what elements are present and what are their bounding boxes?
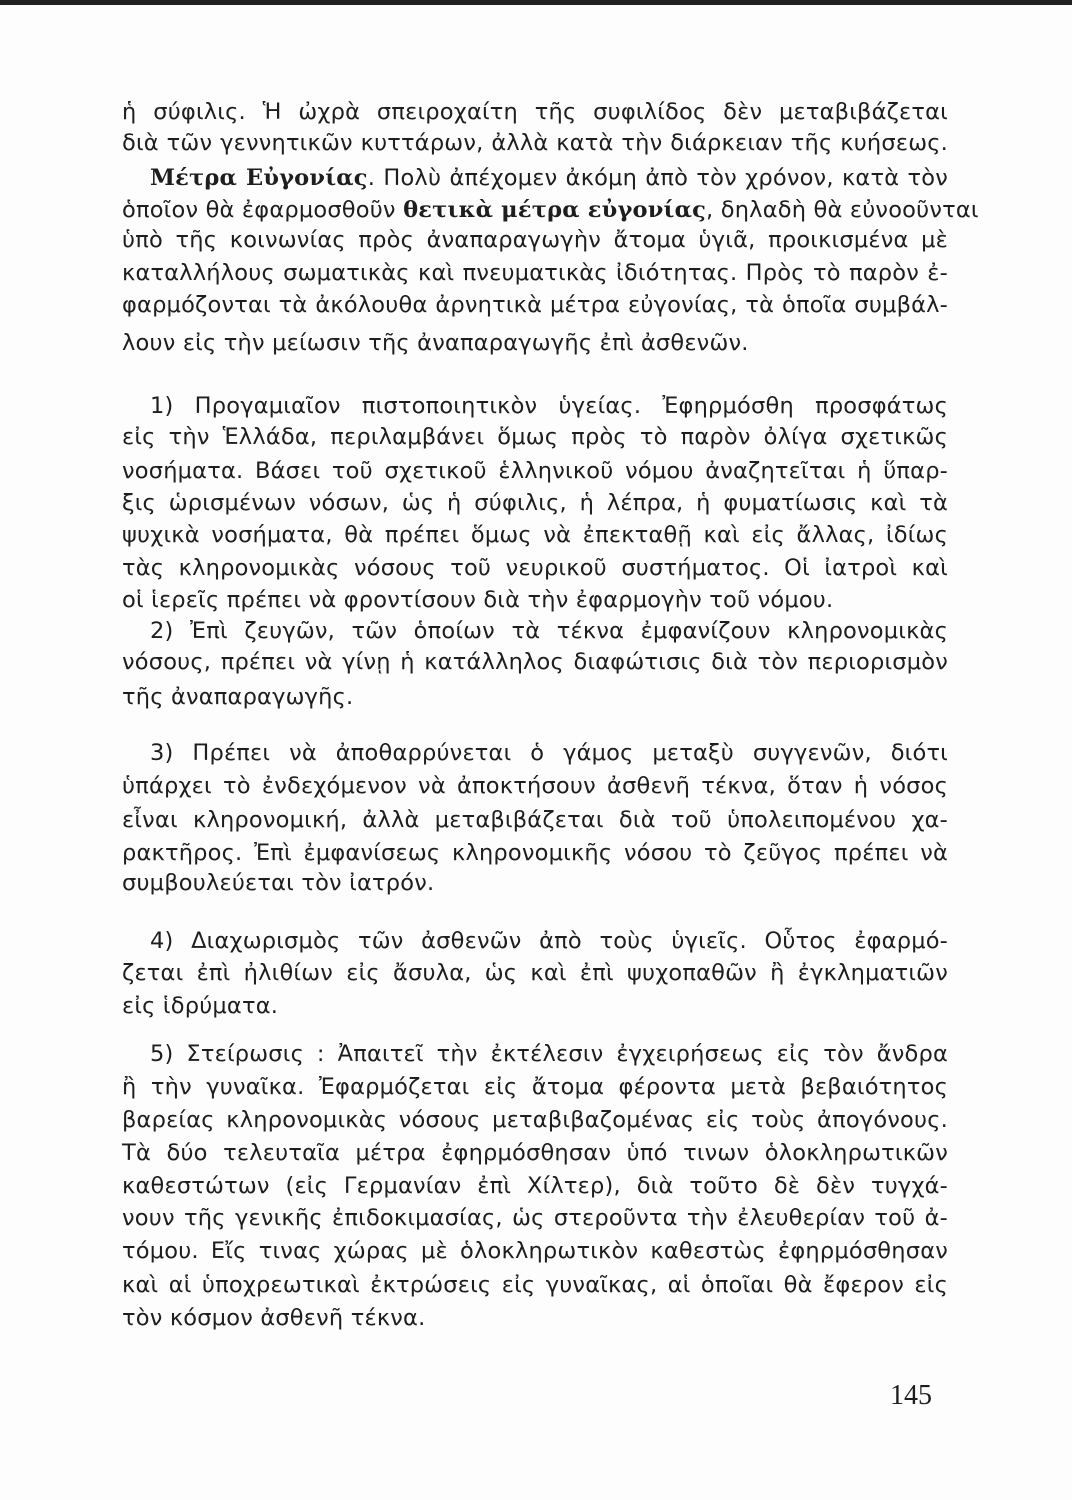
text-segment: φαρμόζονται τὰ ἀκόλουθα ἀρνητικὰ μέτρα εὐγονίας, τὰ ὁποῖα συμβάλ- [122, 292, 948, 318]
text-segment: συμβουλεύεται τὸν ἰατρόν. [122, 870, 435, 896]
text-line [122, 225, 948, 255]
text-segment: τόμου. Εἴς τινας χώρας μὲ ὁλοκληρωτικὸν καθεστὼς ἐφηρμόσθησαν [122, 1238, 948, 1264]
text-line [122, 771, 948, 801]
text-segment: ψυχικὰ νοσήματα, θὰ πρέπει ὅμως νὰ ἐπεκταθῇ καὶ εἰς ἄλλας, ἰδίως [122, 522, 948, 548]
text-line [122, 128, 948, 158]
text-line [122, 1138, 948, 1168]
text-segment: καταλλήλους σωματικὰς καὶ πνευματικὰς ἰδιότητας. Πρὸς τὸ παρὸν ἐ- [122, 260, 948, 286]
text-line [122, 1171, 948, 1201]
text-segment: . Πολὺ ἀπέχομεν ἀκόμη ἀπὸ τὸν χρόνον, κατὰ τὸν [367, 165, 948, 191]
text-line [122, 958, 948, 988]
text-segment: εἰς τὴν Ἑλλάδα, περιλαμβάνει ὅμως πρὸς τὸ παρὸν ὀλίγα σχετικῶς [122, 424, 948, 450]
text-line [150, 738, 948, 768]
text-line [122, 1270, 948, 1300]
text-line [122, 422, 948, 452]
text-segment: καθεστώτων (εἰς Γερμανίαν ἐπὶ Χίλτερ), διὰ τοῦτο δὲ δὲν τυγχά- [122, 1173, 948, 1199]
text-line [150, 926, 948, 956]
text-segment: 5) Στείρωσις : Ἀπαιτεῖ τὴν ἐκτέλεσιν ἐγχειρήσεως εἰς τὸν ἄνδρα [150, 1041, 948, 1067]
text-segment: ὑπὸ τῆς κοινωνίας πρὸς ἀναπαραγωγὴν ἄτομα ὑγιᾶ, προικισμένα μὲ [122, 227, 948, 253]
text-line [150, 391, 948, 421]
text-line [122, 520, 948, 550]
text-segment: νόσους, πρέπει νὰ γίνῃ ἡ κατάλληλος διαφώτισις διὰ τὸν περιορισμὸν [122, 649, 948, 675]
text-segment: εἰς ἱδρύματα. [122, 993, 279, 1019]
text-segment: 2) Ἐπὶ ζευγῶν, τῶν ὁποίων τὰ τέκνα ἐμφανίζουν κληρονομικὰς [150, 618, 948, 644]
text-line [122, 97, 948, 127]
text-segment: διὰ τῶν γεννητικῶν κυττάρων, ἀλλὰ κατὰ τὴν διάρκειαν τῆς κυήσεως. [122, 130, 948, 156]
text-segment: 4) Διαχωρισμὸς τῶν ἀσθενῶν ἀπὸ τοὺς ὑγιεῖς. Οὗτος ἐφαρμό- [150, 928, 948, 954]
text-line [122, 868, 948, 898]
text-segment: ὁποῖον θὰ ἐφαρμοσθοῦν [122, 197, 404, 223]
text-line [122, 991, 948, 1021]
page-number: 145 [890, 1380, 932, 1411]
text-line [122, 195, 979, 225]
text-line [122, 838, 948, 868]
text-segment: λουν εἰς τὴν μείωσιν τῆς ἀναπαραγωγῆς ἐπὶ ἀσθενῶν. [122, 330, 749, 356]
text-line [122, 290, 948, 320]
text-line [122, 1236, 948, 1266]
text-line [122, 1072, 948, 1102]
text-segment: 1) Προγαμιαῖον πιστοποιητικὸν ὑγείας. Ἐφηρμόσθη προσφάτως [150, 393, 948, 419]
bold-term: Μέτρα Εὐγονίας [150, 165, 368, 191]
text-segment: ὑπάρχει τὸ ἐνδεχόμενον νὰ ἀποκτήσουν ἀσθενῆ τέκνα, ὅταν ἡ νόσος [122, 773, 948, 799]
text-line [122, 1105, 948, 1135]
text-line [150, 163, 948, 193]
text-line [122, 553, 948, 583]
text-line [122, 456, 948, 486]
text-segment: τῆς ἀναπαραγωγῆς. [122, 684, 354, 710]
text-line [122, 1303, 948, 1333]
text-line [122, 682, 948, 712]
text-segment: Τὰ δύο τελευταῖα μέτρα ἐφηρμόσθησαν ὑπό τινων ὁλοκληρωτικῶν [122, 1140, 948, 1166]
text-line [122, 1203, 948, 1233]
text-segment: ἢ τὴν γυναῖκα. Ἐφαρμόζεται εἰς ἄτομα φέροντα μετὰ βεβαιότητος [122, 1074, 948, 1100]
text-segment: 3) Πρέπει νὰ ἀποθαρρύνεται ὁ γάμος μεταξὺ συγγενῶν, διότι [150, 740, 948, 766]
text-segment: νοσήματα. Βάσει τοῦ σχετικοῦ ἑλληνικοῦ νόμου ἀναζητεῖται ἡ ὕπαρ- [122, 458, 948, 484]
text-line [122, 328, 948, 358]
text-segment: ρακτῆρος. Ἐπὶ ἐμφανίσεως κληρονομικῆς νόσου τὸ ζεῦγος πρέπει νὰ [122, 840, 948, 866]
text-line [150, 616, 948, 646]
text-segment: ξις ὡρισμένων νόσων, ὡς ἡ σύφιλις, ἡ λέπρα, ἡ φυματίωσις καὶ τὰ [122, 490, 948, 516]
text-segment: ἡ σύφιλις. Ἡ ὠχρὰ σπειροχαίτη τῆς συφιλίδος δὲν μεταβιβάζεται [122, 99, 948, 125]
text-segment: , δηλαδὴ θὰ εὐνοοῦνται [706, 197, 979, 223]
text-line [122, 805, 948, 835]
text-line [122, 488, 948, 518]
scan-top-edge [0, 0, 1072, 5]
text-segment: ζεται ἐπὶ ἠλιθίων εἰς ἄσυλα, ὡς καὶ ἐπὶ ψυχοπαθῶν ἢ ἐγκληματιῶν [122, 960, 948, 986]
text-segment: βαρείας κληρονομικὰς νόσους μεταβιβαζομένας εἰς τοὺς ἀπογόνους. [122, 1107, 948, 1133]
text-segment: νουν τῆς γενικῆς ἐπιδοκιμασίας, ὡς στεροῦντα τὴν ἐλευθερίαν τοῦ ἀ- [122, 1205, 948, 1231]
text-line [150, 1039, 948, 1069]
text-line [122, 258, 948, 288]
text-segment: τὸν κόσμον ἀσθενῆ τέκνα. [122, 1305, 426, 1331]
text-line [122, 585, 948, 615]
text-line [122, 647, 948, 677]
text-segment: τὰς κληρονομικὰς νόσους τοῦ νευρικοῦ συστήματος. Οἱ ἰατροὶ καὶ [122, 555, 948, 581]
text-segment: εἶναι κληρονομική, ἀλλὰ μεταβιβάζεται διὰ τοῦ ὑπολειπομένου χα- [122, 807, 948, 833]
text-segment: οἱ ἱερεῖς πρέπει νὰ φροντίσουν διὰ τὴν ἐφαρμογὴν τοῦ νόμου. [122, 587, 834, 613]
bold-term: θετικὰ μέτρα εὐγονίας [403, 197, 707, 223]
text-segment: καὶ αἱ ὑποχρεωτικαὶ ἐκτρώσεις εἰς γυναῖκας, αἱ ὁποῖαι θὰ ἔφερον εἰς [122, 1272, 948, 1298]
